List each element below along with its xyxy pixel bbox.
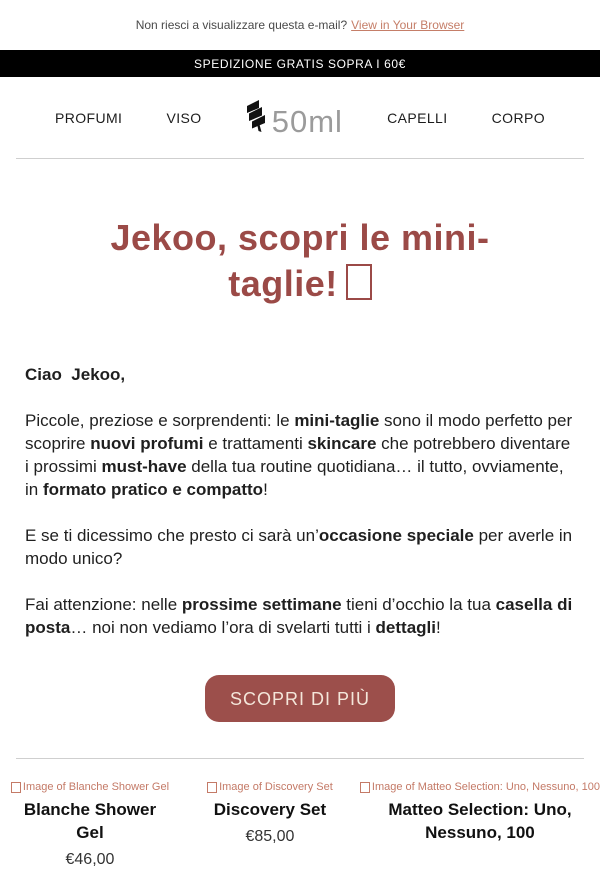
body-copy (0, 363, 600, 639)
product-image-placeholder[interactable]: Image of Discovery Set (180, 781, 360, 793)
promo-bar (0, 50, 600, 77)
product-card-matteo (360, 781, 600, 869)
broken-image-icon (360, 782, 370, 793)
preheader-text: Non riesci a visualizzare questa e-mail? (135, 18, 348, 32)
product-recommendations (0, 759, 600, 869)
nav-item-profumi[interactable]: PROFUMI (55, 109, 123, 126)
paragraph-intro: Piccole, preziose e sorprendenti: le mini-taglie sono il modo perfetto per scoprire nuovi profumi e trattamenti skincare che potrebbero diventare i prossimi must-have della tua routine quotidiana… il tutto, ovviamente, in formato pratico e compatto! (25, 411, 573, 499)
nav-divider (16, 158, 584, 159)
missing-emoji-glyph (346, 264, 372, 300)
cta-wrapper (0, 675, 600, 722)
logo-text: 50ml (271, 103, 343, 139)
paragraph-attention: Fai attenzione: nelle prossime settimane tieni d’occhio la tua casella di posta… noi non vediamo l’ora di svelarti tutti i dettagli! (25, 595, 573, 637)
product-image-placeholder[interactable]: Image of Blanche Shower Gel (0, 781, 180, 793)
product-price: €46,00 (65, 851, 115, 868)
logo-leaf-icon (246, 99, 270, 137)
hero-title (0, 215, 600, 307)
promo-bar-text: SPEDIZIONE GRATIS SOPRA I 60€ (194, 56, 406, 71)
broken-image-icon (11, 782, 21, 793)
hero-title-line2: taglie! (228, 263, 338, 304)
product-card-blanche (0, 781, 180, 869)
preheader (0, 0, 600, 50)
product-name[interactable]: Discovery Set (213, 800, 327, 819)
product-image-placeholder[interactable]: Image of Matteo Selection: Uno, Nessuno, 100 (360, 781, 600, 793)
greeting: Ciao Jekoo, (25, 365, 126, 384)
nav-item-viso[interactable]: VISO (166, 109, 202, 126)
paragraph-occasion: E se ti dicessimo che presto ci sarà un’occasione speciale per averle in modo unico? (25, 526, 573, 568)
view-in-browser-link[interactable]: View in Your Browser (351, 18, 465, 32)
product-name[interactable]: Matteo Selection: Uno, Nessuno, 100 (388, 800, 572, 842)
product-name[interactable]: Blanche Shower Gel (23, 800, 157, 842)
nav-item-corpo[interactable]: CORPO (491, 109, 545, 126)
nav-item-capelli[interactable]: CAPELLI (387, 109, 448, 126)
product-card-discovery (180, 781, 360, 869)
brand-logo[interactable] (246, 99, 343, 137)
product-price: €85,00 (245, 828, 295, 845)
broken-image-icon (207, 782, 217, 793)
main-nav (0, 77, 600, 158)
discover-more-button[interactable]: SCOPRI DI PIÙ (205, 675, 395, 722)
hero-title-line1: Jekoo, scopri le mini- (110, 217, 490, 258)
